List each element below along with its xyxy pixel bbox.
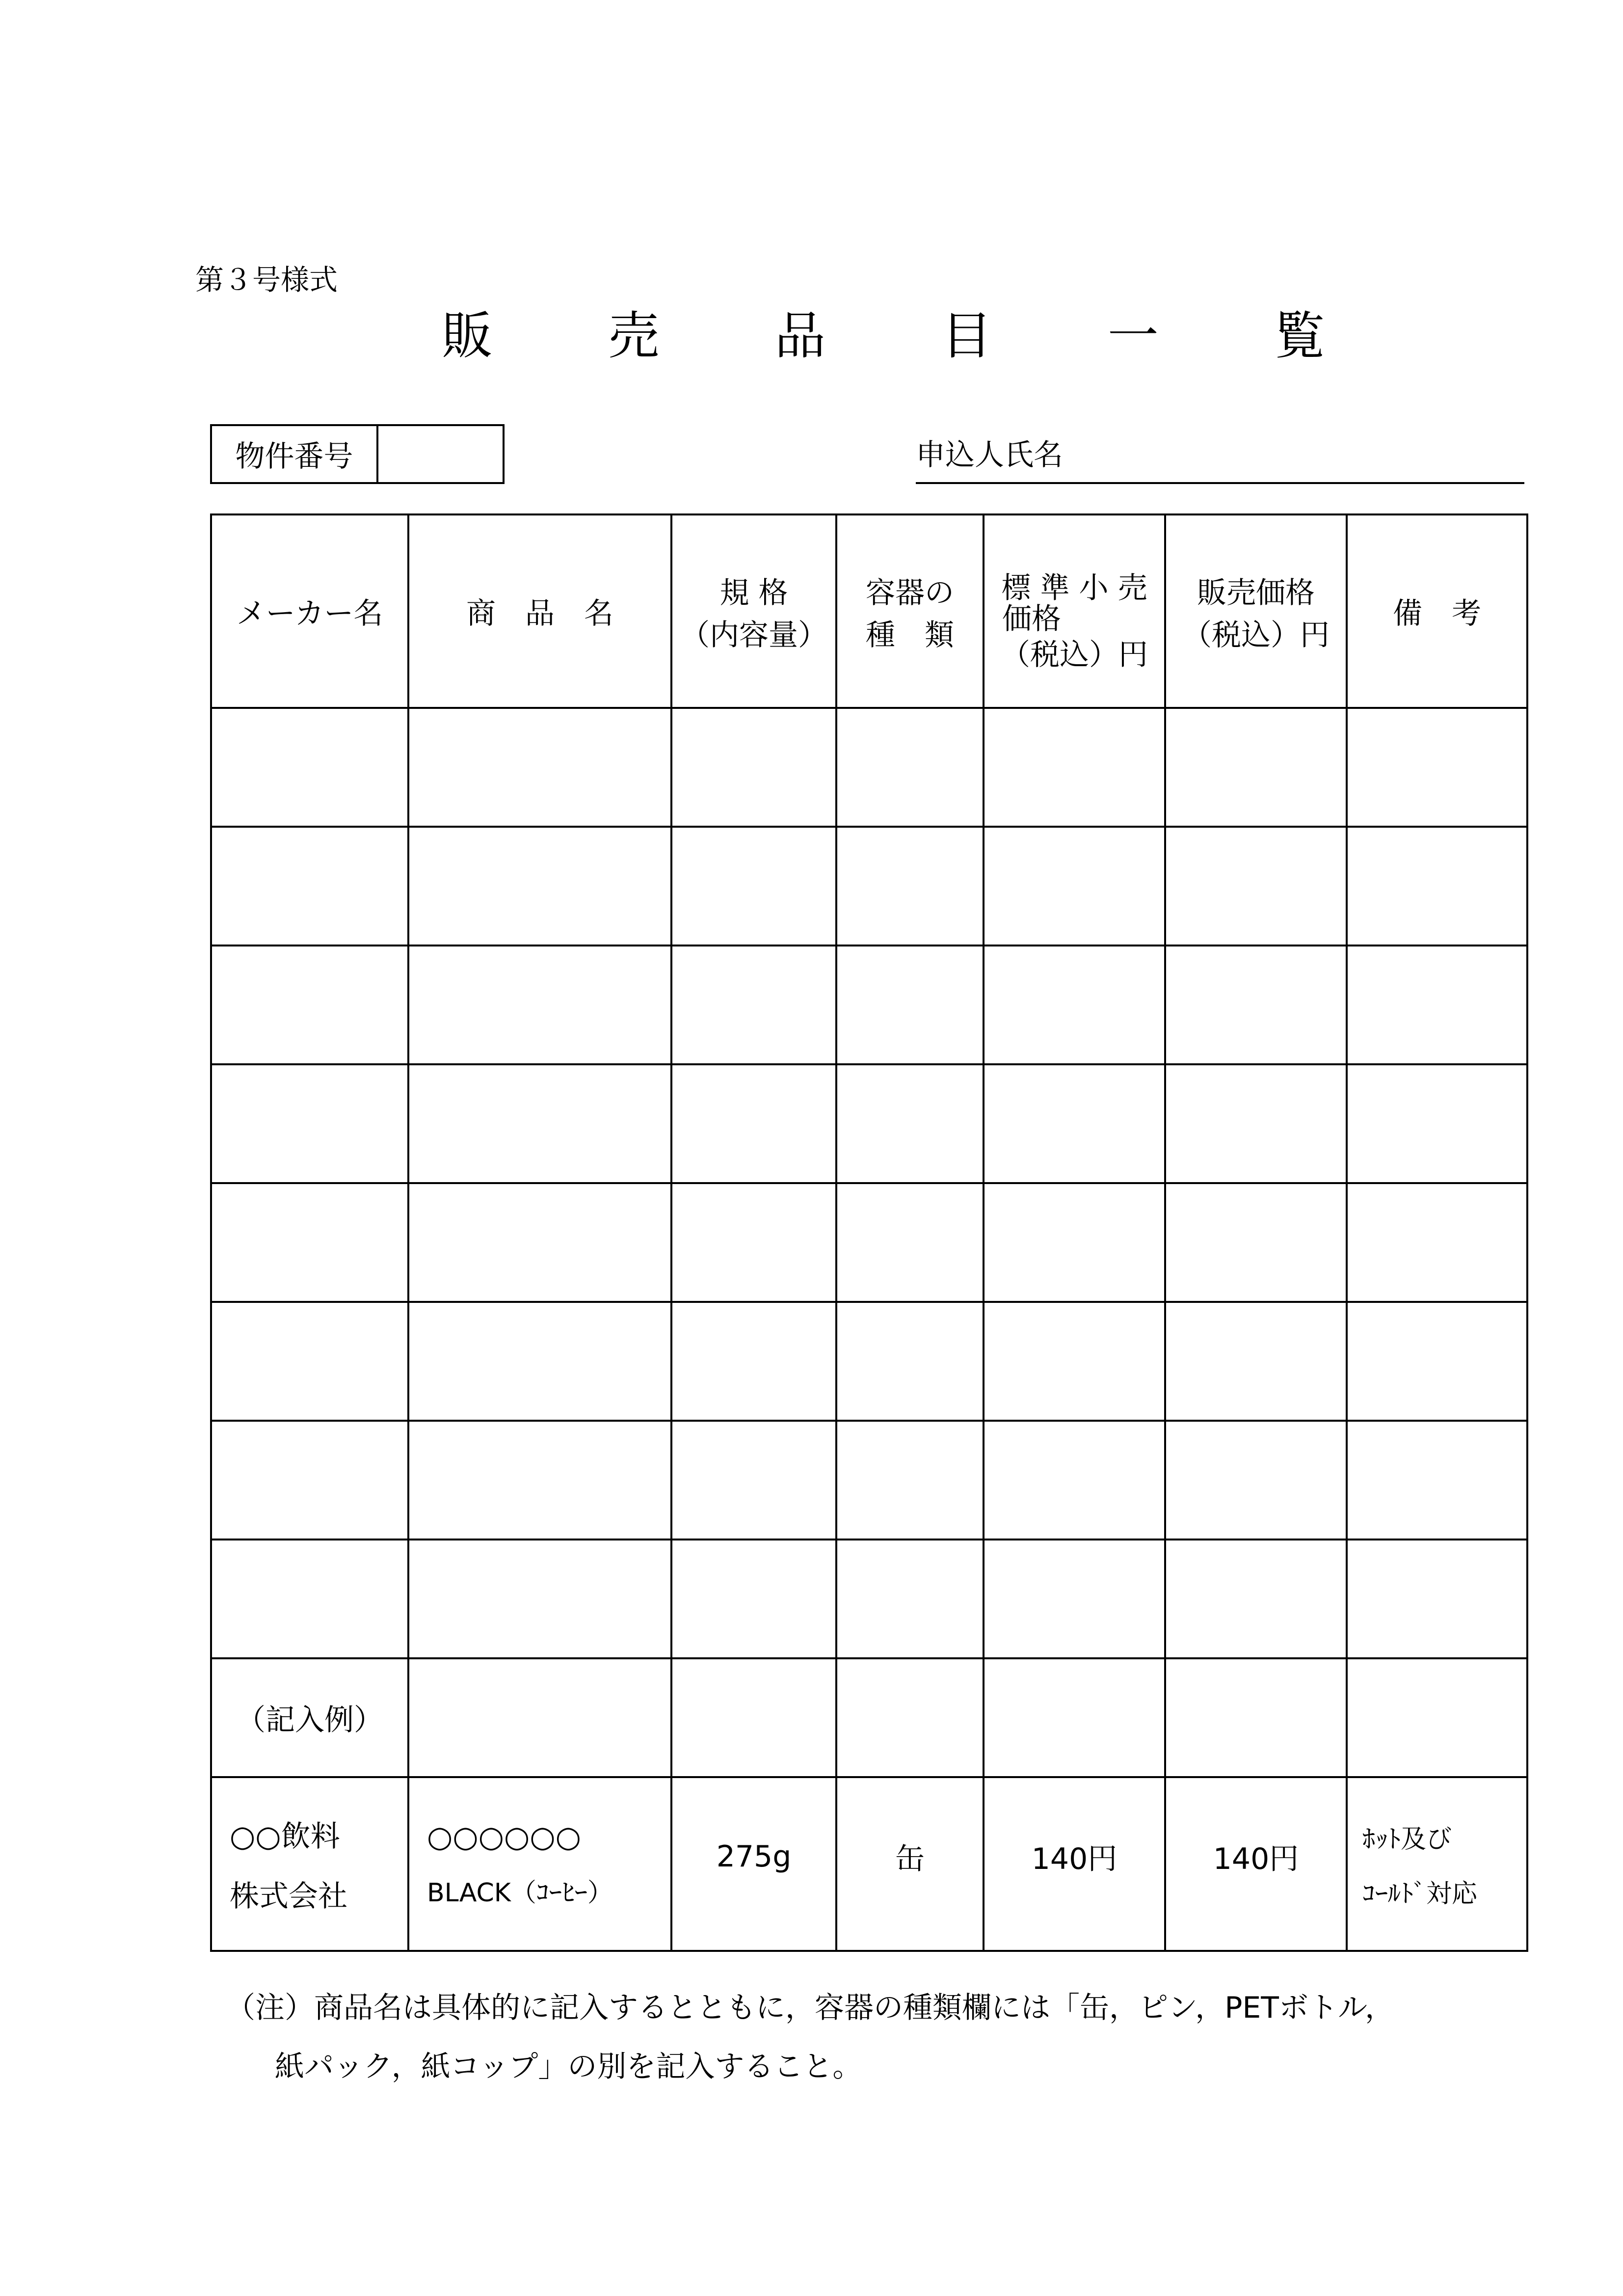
table-row bbox=[211, 827, 1527, 945]
header-spec-line1: 規 格 bbox=[719, 576, 788, 610]
header-container-line2: 種 類 bbox=[866, 618, 954, 652]
table-cell[interactable] bbox=[211, 945, 408, 1064]
table-cell[interactable] bbox=[836, 708, 984, 827]
header-container bbox=[836, 514, 984, 708]
table-cell[interactable] bbox=[408, 1540, 671, 1658]
table-cell[interactable] bbox=[1165, 1183, 1347, 1302]
title-char: 品 bbox=[774, 306, 826, 366]
table-cell[interactable] bbox=[1165, 1540, 1347, 1658]
note-line-2: 紙パック，紙コップ」の別を記入すること。 bbox=[275, 2050, 862, 2084]
example-maker-line1: ○○飲料 bbox=[230, 1819, 340, 1854]
table-cell[interactable] bbox=[1165, 827, 1347, 945]
product-list-table bbox=[210, 513, 1528, 1952]
table-cell[interactable] bbox=[671, 1064, 836, 1183]
form-number: 第３号様式 bbox=[195, 263, 338, 297]
table-cell[interactable] bbox=[408, 708, 671, 827]
table-cell[interactable] bbox=[1347, 945, 1527, 1064]
table-cell[interactable] bbox=[836, 1302, 984, 1421]
table-cell[interactable] bbox=[836, 1064, 984, 1183]
title-char: 覧 bbox=[1274, 306, 1325, 366]
header-spec bbox=[671, 514, 836, 708]
table-cell bbox=[1165, 1658, 1347, 1777]
table-row bbox=[211, 1421, 1527, 1540]
example-sale-value: 140円 bbox=[1213, 1842, 1299, 1876]
example-label: （記入例） bbox=[211, 1658, 408, 1777]
table-cell[interactable] bbox=[408, 827, 671, 945]
table-cell[interactable] bbox=[984, 1064, 1165, 1183]
example-label-row bbox=[211, 1658, 1527, 1777]
example-retail-value: 140円 bbox=[1031, 1842, 1117, 1876]
header-maker: メーカー名 bbox=[211, 514, 408, 708]
table-cell[interactable] bbox=[1347, 1421, 1527, 1540]
table-cell[interactable] bbox=[1347, 1064, 1527, 1183]
table-cell[interactable] bbox=[211, 1183, 408, 1302]
example-container-value: 缶 bbox=[895, 1842, 925, 1876]
table-cell[interactable] bbox=[408, 1302, 671, 1421]
table-cell[interactable] bbox=[836, 827, 984, 945]
table-cell[interactable] bbox=[1347, 1183, 1527, 1302]
table-cell[interactable] bbox=[984, 1302, 1165, 1421]
property-number-box bbox=[210, 424, 505, 484]
table-cell[interactable] bbox=[1165, 1064, 1347, 1183]
header-retail-line1: 標 準 小 売 bbox=[1001, 571, 1147, 605]
property-number-label: 物件番号 bbox=[212, 426, 378, 482]
table-row bbox=[211, 1183, 1527, 1302]
table-row bbox=[211, 1540, 1527, 1658]
example-retail-price bbox=[984, 1777, 1165, 1951]
table-cell bbox=[836, 1658, 984, 1777]
table-cell[interactable] bbox=[408, 1183, 671, 1302]
table-cell[interactable] bbox=[671, 827, 836, 945]
table-header-row bbox=[211, 514, 1527, 708]
table-cell[interactable] bbox=[1347, 1302, 1527, 1421]
example-row bbox=[211, 1777, 1527, 1951]
header-retail-price bbox=[984, 514, 1165, 708]
header-retail-line2: 価格 bbox=[1002, 602, 1061, 636]
title-char: 売 bbox=[608, 306, 660, 366]
header-retail-line3: （税込）円 bbox=[1001, 638, 1148, 672]
table-cell[interactable] bbox=[836, 945, 984, 1064]
table-cell[interactable] bbox=[211, 708, 408, 827]
table-cell[interactable] bbox=[211, 827, 408, 945]
header-remarks: 備 考 bbox=[1347, 514, 1527, 708]
title-char: 販 bbox=[442, 306, 493, 366]
table-cell[interactable] bbox=[836, 1183, 984, 1302]
table-cell[interactable] bbox=[1347, 1540, 1527, 1658]
example-sale-price bbox=[1165, 1777, 1347, 1951]
table-cell[interactable] bbox=[984, 827, 1165, 945]
title-char: 一 bbox=[1107, 306, 1159, 366]
table-cell bbox=[671, 1658, 836, 1777]
table-cell[interactable] bbox=[211, 1421, 408, 1540]
example-product-line2: BLACK（ｺｰﾋｰ） bbox=[427, 1878, 613, 1908]
table-cell[interactable] bbox=[408, 1064, 671, 1183]
property-number-field[interactable] bbox=[378, 426, 503, 482]
header-product: 商 品 名 bbox=[408, 514, 671, 708]
example-spec bbox=[671, 1777, 836, 1951]
table-cell bbox=[408, 1658, 671, 1777]
note-line-1: （注）商品名は具体的に記入するとともに，容器の種類欄には「缶，ピン，PETボトル， bbox=[226, 1991, 1395, 2025]
table-row bbox=[211, 1302, 1527, 1421]
header-container-line1: 容器の bbox=[866, 576, 954, 610]
example-remarks-line2: ｺｰﾙﾄﾞ対応 bbox=[1362, 1879, 1478, 1909]
table-cell[interactable] bbox=[1347, 708, 1527, 827]
header-spec-line2: （内容量） bbox=[680, 618, 827, 652]
table-cell[interactable] bbox=[408, 1421, 671, 1540]
table-cell[interactable] bbox=[984, 945, 1165, 1064]
table-cell[interactable] bbox=[1347, 827, 1527, 945]
applicant-name-label: 申込人氏名 bbox=[916, 438, 1063, 472]
example-maker bbox=[211, 1777, 408, 1951]
table-cell[interactable] bbox=[211, 1540, 408, 1658]
table-cell[interactable] bbox=[984, 1540, 1165, 1658]
table-cell[interactable] bbox=[408, 945, 671, 1064]
table-cell[interactable] bbox=[1165, 1302, 1347, 1421]
table-cell[interactable] bbox=[671, 708, 836, 827]
table-cell[interactable] bbox=[671, 1183, 836, 1302]
header-sale-price bbox=[1165, 514, 1347, 708]
table-cell[interactable] bbox=[671, 1421, 836, 1540]
example-product bbox=[408, 1777, 671, 1951]
header-price-line2: （税込）円 bbox=[1182, 618, 1330, 652]
header-price-line1: 販売価格 bbox=[1197, 576, 1315, 610]
table-row bbox=[211, 708, 1527, 827]
table-cell[interactable] bbox=[984, 1421, 1165, 1540]
table-cell[interactable] bbox=[984, 708, 1165, 827]
table-cell[interactable] bbox=[1165, 945, 1347, 1064]
table-cell[interactable] bbox=[211, 1064, 408, 1183]
table-cell[interactable] bbox=[984, 1183, 1165, 1302]
example-remarks-line1: ﾎｯﾄ及び bbox=[1362, 1825, 1452, 1854]
applicant-name-field[interactable] bbox=[916, 426, 1524, 484]
table-row bbox=[211, 1064, 1527, 1183]
table-cell[interactable] bbox=[211, 1302, 408, 1421]
table-cell[interactable] bbox=[671, 1302, 836, 1421]
table-cell[interactable] bbox=[1165, 1421, 1347, 1540]
example-container bbox=[836, 1777, 984, 1951]
example-spec-value: 275g bbox=[716, 1839, 792, 1874]
table-cell[interactable] bbox=[836, 1540, 984, 1658]
page-title bbox=[442, 295, 1325, 368]
title-char: 目 bbox=[941, 306, 992, 366]
example-maker-line2: 株式会社 bbox=[230, 1879, 347, 1914]
table-cell[interactable] bbox=[671, 945, 836, 1064]
table-cell bbox=[1347, 1658, 1527, 1777]
example-remarks bbox=[1347, 1777, 1527, 1951]
table-cell[interactable] bbox=[836, 1421, 984, 1540]
table-row bbox=[211, 945, 1527, 1064]
example-product-line1: ○○○○○○ bbox=[427, 1819, 582, 1854]
table-cell[interactable] bbox=[1165, 708, 1347, 827]
table-cell[interactable] bbox=[671, 1540, 836, 1658]
table-cell bbox=[984, 1658, 1165, 1777]
